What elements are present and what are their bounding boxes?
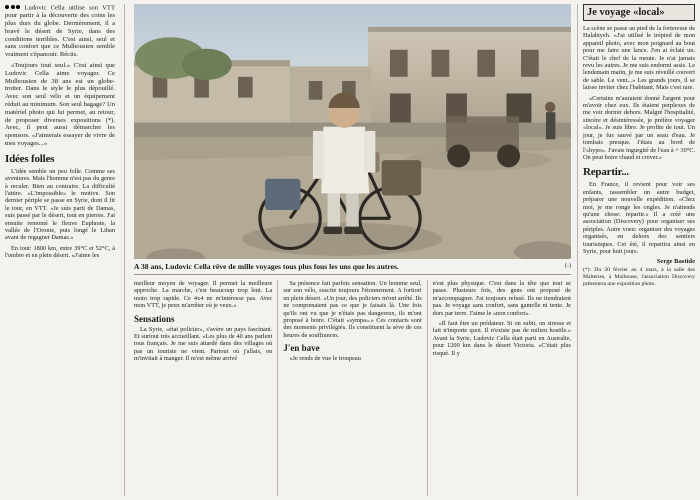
author-signature: Serge Bastide [656,258,695,266]
center-column [134,4,571,496]
paragraph-sensations: La Syrie, «état policier», s'avère un pays fascinant. Et surtout très accueillant. «Les plus de 40 ans parlent tous français. Je me suis attardé dans des villages où pas un touriste ne vient. Partout où j'allais, on m'invitait à manger. Il m'est même arrivé [134,325,273,363]
heading-sensations: Sensations [134,313,175,324]
left-column [5,4,115,496]
intro-text: Ludovic Cella utilise son VTT pour partir à la découverte des coins les plus durs du globe. Dernièrement, il a bravé le désert de Syrie, dans des conditions terribles. C'est ainsi, seul et sans confort que ce Mulhousien semble vraiment s'épanouir. Récits. [5,4,115,59]
photo-cyclist-in-village [134,4,571,259]
paragraph-mid-3b: «Il faut être un prédateur. Si on subit, on stresse et fait n'importe quoi. Il n'existe pas de milieu hostile.» Avant la Syrie, Ludovic Cella était parti en Australie, pour 1200 km dans le désert Victoria. «C'était plus risqué. Il y [432,320,571,357]
paragraph-local-1: La scène se passe au pied de la forteresse de Halabiyeh. «J'ai utilisé le trépied de mon appareil photo, avec mon poignard au bout pour me faire une lance. J'en ai éclaté un. C'était le chef de la meute. Je n'ai jamais revu les autres. Je me suis endormi assis. Le lendemain matin, je me suis réveillé couvert de sable. Le vent...» Les grands jours, il se laisse inviter chez l'habitant. Mais c'est rare. [583,25,695,92]
paragraph-jen-bave: «Je rends de vue le troupeau [289,355,361,363]
heading-jen-bave: J'en bave [283,343,320,354]
lower-column-2 [277,280,421,496]
heading-idees-folles: Idées folles [5,152,55,165]
column-divider-1 [124,4,125,496]
photo-illustration [134,4,571,259]
heading-repartir: Repartir... [583,166,629,179]
lower-columns [134,280,571,496]
photo-caption [134,262,571,275]
photo-caption-text: A 38 ans, Ludovic Cella rêve de mille voyages tous plus fous les uns que les autres. [134,262,399,271]
bullet-marks [5,4,22,12]
paragraph-local-2: «Certains m'auraient donné l'argent pour m'avoir chez eux. Ils étaient perplexes de me voir dormir dehors. Malgré l'hospitalité, sincère et désintéressée, je préfère voyager «local». Je suis libre. Je profite de tout. Un jour, je fus sauvé par un seau d'eau. Je tombais presque. J'étais au bord de l'«hypo». J'avais ingurgité de l'eau à + 30°C. On peut boire chaud et crever.» [583,94,696,161]
lead-paragraph: «Toujours tout seul.» C'est ainsi que Ludovic Cella aime voyager. Ce Mulhousien de 38 ans est un globe-trotter. Dans le style le plus dépouillé. Avec son seul vélo et un équipement réduit au minimum. Son seul bagage? Un matériel photo qui lui permet, au retour, de proposer diverses expositions (*). Avec, il peut aussi démarcher les sponsors. «J'aimerais essayer de vivre de mes voyages...» [5,62,115,147]
paragraph-idees-1: L'idée semble un peu folle. Comme ses aventures. Mais l'homme n'est pas du genre à reculer. Bien au contraire. La difficulté l'attire. «L'impossible» le motive. Son dernier périple se passe en Syrie, dont il fit le tour, en VTT. «Je suis parti de Damas, suis passé par le désert, tout en pierres. J'ai ensuite remonté le fleuve Euphrate, la vallée de l'Oronte, puis longé le Liban avant de regagner Damas.» [5,167,115,242]
lower-column-3 [427,280,571,496]
heading-je-voyage-local: Je voyage «local» [583,4,695,21]
paragraph-repartir: En France, il revient pour voir ses enfants, rassembler un autre budget, préparer une nouvelle expédition. «Chez moi, je me ronge les ongles. Je n'attends qu'une chose: repartir.» Il a créé une association (Discovery) pour organiser ses périples. Autre voeu: organiser des voyages organisés, en dehors des sentiers touristiques. Cet été, il repartira ainsi en Syrie, pour huit jours. [583,181,695,255]
intro-paragraph [5,4,115,59]
photo-credit: (-) [565,263,571,269]
paragraph-mid-2: Sa présence fait parfois sensation. Un homme seul, sur son vélo, suscite toujours l'étonnement. A fortiori en plein désert. «Un jour, des policiers m'ont arrêté. Ils ne comprenaient pas ce que je faisais là. Une fois qu'ils ont vu que je n'étais pas dangereux, ils m'ont proposé à boire. C'était «sympa».» Ces contacts sont des moments privilégiés. Ils constituent la sève de ces heures de souffrances. [283,280,422,339]
footnote: (*): Du 20 février au 4 mars, à la salle des Malteries, à Mulhouse, l'association Discovery présentera une exposition photo. [583,267,695,287]
lower-column-1 [134,280,272,496]
right-column [577,4,695,496]
paragraph-idees-2: En tout: 1800 km, entre 39°C et 52°C, à l'ombre et en plein désert. «J'aime les [5,244,115,260]
paragraph-mid-3a: n'est plus physique. C'est dans la tête que tout se passe. Plusieurs fois, des gens ont proposé de m'accompagner. J'ai toujours refusé. Ils ne tiendraient pas. Je voyage sans confort, sans gamelle ni tente. Je dors par terre. J'aime le «non confort». [432,280,571,317]
paragraph-mid-1: meilleur moyen de voyager. Il permet la meilleure approche. La marche, c'est beaucoup trop lent. La moto trop rapide. Ce 4x4 ne m'intéresse pas. Avec mon VTT, je peux m'arrêter où je veux.» [134,280,273,310]
